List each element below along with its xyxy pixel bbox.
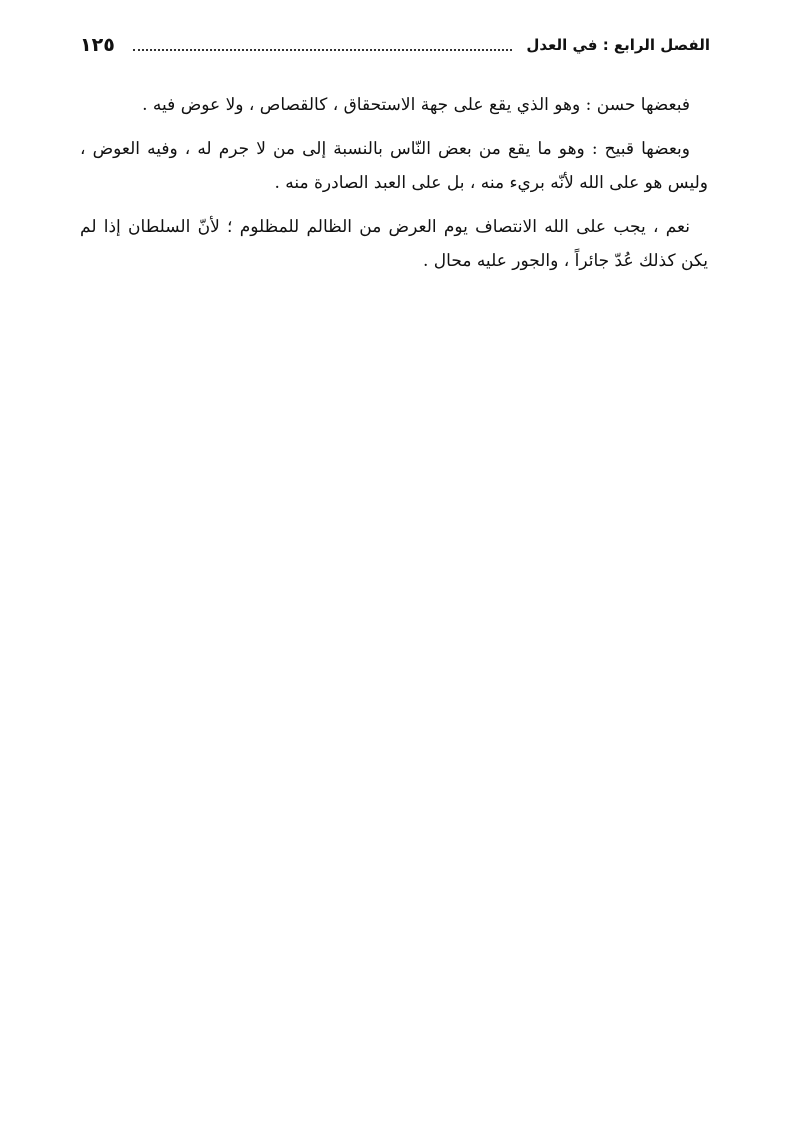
page-number: ١٢٥ bbox=[80, 34, 115, 56]
running-header bbox=[80, 30, 710, 60]
paragraph: فبعضها حسن : وهو الذي يقع على جهة الاستحقاق ، كالقصاص ، ولا عوض فيه . bbox=[142, 95, 690, 115]
paragraph: وبعضها قبيح : وهو ما يقع من بعض النّاس بالنسبة إلى من لا جرم له ، وفيه العوض ، وليس هو على الله لأنّه بريء منه ، بل على العبد الصادرة منه . bbox=[80, 139, 708, 193]
dotted-leader bbox=[133, 49, 513, 51]
paragraph: نعم ، يجب على الله الانتصاف يوم العرض من الظالم للمظلوم ؛ لأنّ السلطان إذا لم يكن كذلك عُدّ جائراً ، والجور عليه محال . bbox=[80, 217, 708, 271]
chapter-title: الفصل الرابع : في العدل bbox=[526, 36, 710, 54]
body-text bbox=[80, 88, 708, 288]
